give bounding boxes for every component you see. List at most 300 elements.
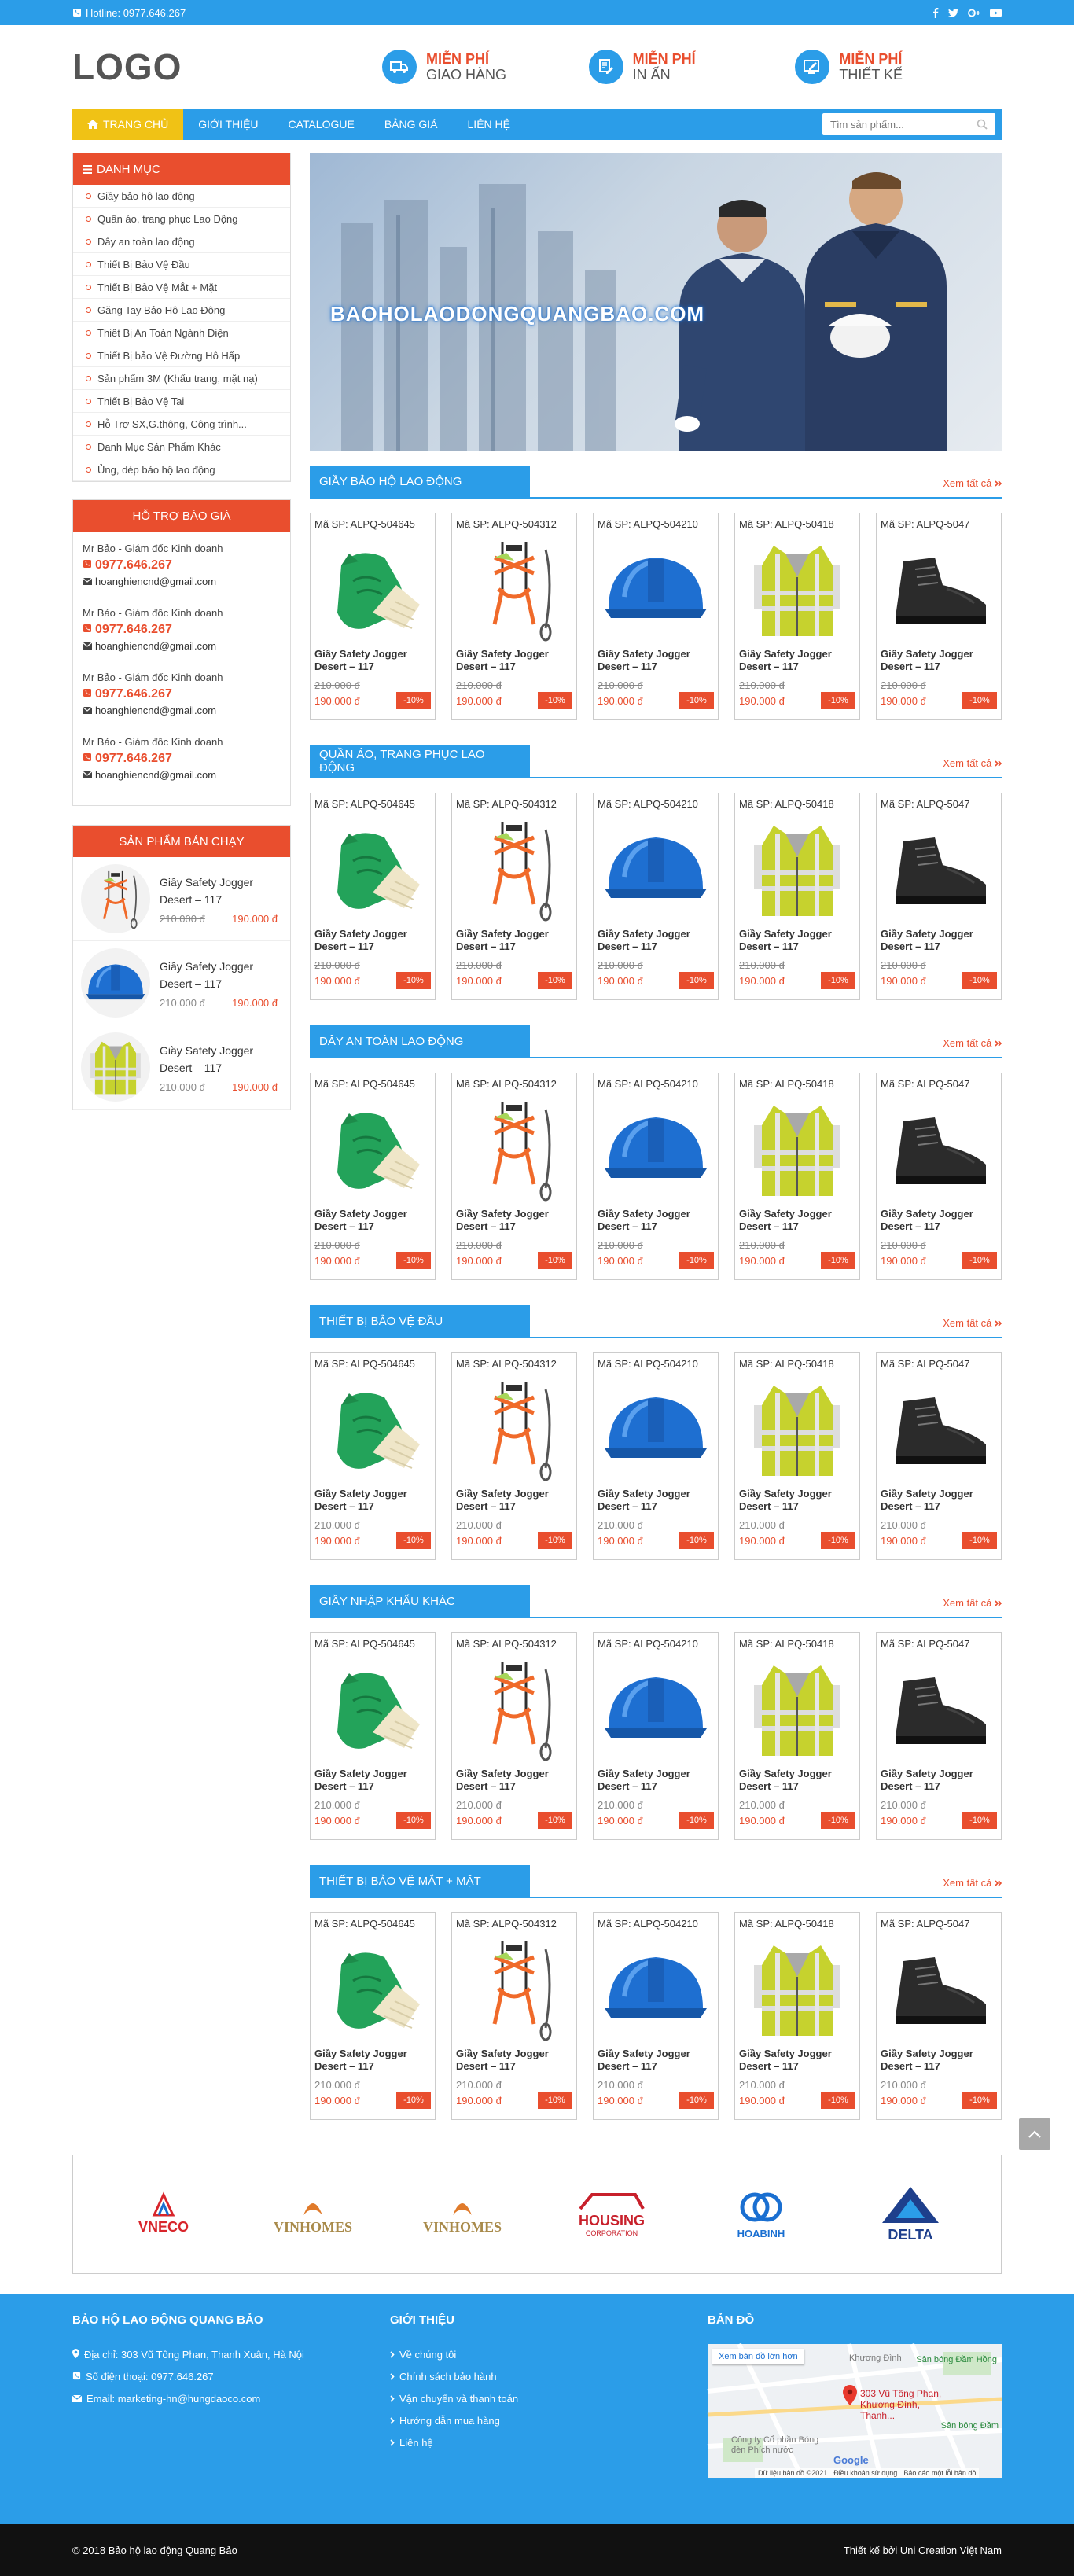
category-item[interactable] [73, 208, 290, 230]
product-image[interactable] [881, 1650, 997, 1768]
product-name[interactable]: Giầy Safety Jogger Desert – 117 [314, 1488, 407, 1512]
category-item[interactable] [73, 299, 290, 322]
new-price: 190.000 đ [314, 2095, 360, 2107]
product-name[interactable]: Giầy Safety Jogger Desert – 117 [314, 1208, 407, 1232]
partner-name: HOUSING [578, 2213, 645, 2228]
product-name[interactable]: Giầy Safety Jogger Desert – 117 [598, 2048, 690, 2072]
old-price: 210.000 đ [314, 2079, 360, 2091]
discount-badge: -10% [538, 2092, 572, 2109]
nav-label: BẢNG GIÁ [384, 118, 438, 131]
bullet-icon [86, 216, 91, 222]
discount-badge: -10% [962, 2092, 997, 2109]
twitter-icon[interactable] [948, 8, 958, 18]
facebook-icon[interactable] [932, 8, 939, 18]
product-card[interactable] [451, 513, 577, 720]
old-price: 210.000 đ [598, 1519, 643, 1531]
product-card[interactable] [734, 1632, 860, 1840]
section-title[interactable]: QUẦN ÁO, TRANG PHỤC LAO ĐỘNG [310, 745, 530, 777]
discount-badge: -10% [679, 1252, 714, 1269]
support-email[interactable] [83, 638, 281, 654]
product-code: Mã SP: ALPQ-504645 [314, 1358, 415, 1370]
chevron-right-icon [390, 2395, 395, 2402]
bullet-icon [86, 193, 91, 199]
view-all-label: Xem tất cả [943, 1037, 992, 1049]
product-image[interactable] [314, 1370, 431, 1488]
footer-link-label: Liên hệ [399, 2437, 433, 2449]
support-phone[interactable] [83, 750, 281, 767]
map-label: Sân bóng Đầm Hồng [916, 2355, 997, 2364]
map-embed[interactable] [708, 2344, 1002, 2478]
product-image[interactable] [739, 1370, 855, 1488]
top-bar [0, 0, 1074, 25]
product-image[interactable] [739, 530, 855, 648]
section-header [310, 1027, 1002, 1058]
product-card[interactable] [451, 1073, 577, 1280]
best-seller-header: SẢN PHẨM BÁN CHẠY [73, 826, 290, 857]
product-image[interactable] [881, 1370, 997, 1488]
old-price: 210.000 đ [598, 1799, 643, 1811]
product-name[interactable]: Giầy Safety Jogger Desert – 117 [314, 2048, 407, 2072]
product-card[interactable] [593, 513, 719, 720]
map-label: Khương Đình [849, 2353, 902, 2363]
product-image[interactable] [598, 530, 714, 648]
old-price: 210.000 đ [456, 2079, 502, 2091]
site-header [0, 25, 1074, 109]
youtube-icon[interactable] [990, 8, 1002, 18]
footer-phone-text: Số điện thoại: 0977.646.267 [86, 2371, 214, 2383]
product-name[interactable]: Giầy Safety Jogger Desert – 117 [456, 648, 549, 672]
discount-badge: -10% [962, 692, 997, 709]
product-card[interactable] [310, 1352, 436, 1560]
product-code: Mã SP: ALPQ-50418 [739, 1358, 834, 1370]
product-name[interactable]: Giầy Safety Jogger Desert – 117 [881, 928, 973, 952]
product-card[interactable] [593, 793, 719, 1000]
product-name[interactable]: Giầy Safety Jogger Desert – 117 [739, 2048, 832, 2072]
product-image[interactable] [739, 1090, 855, 1208]
partner-name: VINHOMES [422, 2219, 502, 2235]
product-name[interactable]: Giầy Safety Jogger Desert – 117 [160, 959, 254, 990]
discount-badge: -10% [679, 1812, 714, 1829]
new-price: 190.000 đ [456, 975, 502, 987]
product-code: Mã SP: ALPQ-5047 [881, 1918, 970, 1930]
view-all-link[interactable] [943, 1037, 1002, 1049]
category-label: Danh Mục Sản Phẩm Khác [97, 440, 221, 453]
discount-badge: -10% [821, 1252, 855, 1269]
section-title[interactable]: THIẾT BỊ BẢO VỆ MẮT + MẶT [310, 1865, 530, 1897]
partner-logo[interactable] [702, 2179, 820, 2250]
feature-free-delivery [382, 50, 589, 84]
hotline[interactable] [72, 7, 186, 19]
map-terms-link[interactable]: Điều khoản sử dụng [833, 2469, 898, 2477]
double-chevron-right-icon [995, 1320, 1002, 1327]
product-name[interactable]: Giầy Safety Jogger Desert – 117 [881, 648, 973, 672]
partner-logo[interactable] [254, 2179, 372, 2250]
category-label: Găng Tay Bảo Hộ Lao Động [97, 304, 226, 316]
old-price: 210.000 đ [881, 959, 926, 971]
product-section [310, 1867, 1002, 2120]
category-item[interactable] [73, 458, 290, 481]
new-price: 190.000 đ [881, 1535, 926, 1547]
partner-logo[interactable] [553, 2179, 671, 2250]
discount-badge: -10% [538, 692, 572, 709]
search-icon[interactable] [977, 119, 988, 130]
category-item[interactable] [73, 390, 290, 413]
google-plus-icon[interactable] [968, 8, 980, 18]
product-image[interactable] [881, 1930, 997, 2048]
product-code: Mã SP: ALPQ-5047 [881, 518, 970, 530]
footer-email [72, 2388, 390, 2410]
print-icon [589, 50, 623, 84]
product-code: Mã SP: ALPQ-504210 [598, 518, 698, 530]
support-email[interactable] [83, 703, 281, 719]
section-title[interactable]: DÂY AN TOÀN LAO ĐỘNG [310, 1025, 530, 1057]
product-name[interactable]: Giầy Safety Jogger Desert – 117 [739, 928, 832, 952]
discount-badge: -10% [821, 692, 855, 709]
double-chevron-right-icon [995, 1040, 1002, 1047]
view-all-link[interactable] [943, 1317, 1002, 1329]
product-code: Mã SP: ALPQ-504312 [456, 1918, 557, 1930]
product-image[interactable] [314, 810, 431, 928]
product-name[interactable]: Giầy Safety Jogger Desert – 117 [598, 928, 690, 952]
product-card[interactable] [734, 1352, 860, 1560]
new-price: 190.000 đ [314, 975, 360, 987]
product-code: Mã SP: ALPQ-504210 [598, 1918, 698, 1930]
product-code: Mã SP: ALPQ-50418 [739, 1918, 834, 1930]
footer-address [72, 2344, 390, 2366]
support-phone-text: 0977.646.267 [95, 558, 172, 572]
product-card[interactable] [876, 1632, 1002, 1840]
product-code: Mã SP: ALPQ-504210 [598, 1078, 698, 1090]
old-price: 210.000 đ [881, 679, 926, 691]
new-price: 190.000 đ [456, 1535, 502, 1547]
support-phone[interactable] [83, 621, 281, 638]
nav-item-about[interactable] [183, 109, 273, 140]
product-image[interactable] [598, 1930, 714, 2048]
product-card[interactable] [876, 793, 1002, 1000]
product-name[interactable]: Giầy Safety Jogger Desert – 117 [314, 648, 407, 672]
partner-name: VINHOMES [273, 2219, 352, 2235]
product-card[interactable] [876, 513, 1002, 720]
phone-icon [72, 2372, 81, 2380]
view-all-link[interactable] [943, 1877, 1002, 1889]
main-content [310, 153, 1002, 2147]
product-card[interactable] [451, 1912, 577, 2120]
product-section [310, 747, 1002, 1000]
chevron-right-icon [390, 2351, 395, 2358]
product-name[interactable]: Giầy Safety Jogger Desert – 117 [598, 1208, 690, 1232]
product-image[interactable] [456, 1090, 572, 1208]
product-code: Mã SP: ALPQ-50418 [739, 798, 834, 810]
product-name[interactable]: Giầy Safety Jogger Desert – 117 [456, 1488, 549, 1512]
product-image[interactable] [456, 1650, 572, 1768]
nav-label: LIÊN HỆ [467, 118, 510, 131]
product-card[interactable] [734, 1912, 860, 2120]
section-title[interactable]: GIẦY NHẬP KHẨU KHÁC [310, 1585, 530, 1617]
product-card[interactable] [593, 1352, 719, 1560]
discount-badge: -10% [396, 1812, 431, 1829]
product-card[interactable] [593, 1073, 719, 1280]
map-report-link[interactable]: Báo cáo một lỗi bản đồ [903, 2469, 977, 2477]
product-image[interactable] [456, 1370, 572, 1488]
category-label: Thiết Bị Bảo Vệ Đầu [97, 258, 190, 270]
view-all-link[interactable] [943, 477, 1002, 489]
support-box [72, 499, 291, 806]
partner-logo[interactable] [403, 2179, 521, 2250]
partner-logo[interactable] [105, 2179, 223, 2250]
support-header: HỖ TRỢ BÁO GIÁ [73, 500, 290, 532]
product-name[interactable]: Giầy Safety Jogger Desert – 117 [598, 1768, 690, 1792]
product-image[interactable] [881, 810, 997, 928]
map-larger-button[interactable]: Xem bản đồ lớn hơn [712, 2349, 804, 2364]
support-name: Mr Bảo - Giám đốc Kinh doanh [83, 607, 223, 619]
support-email-text: hoanghiencnd@gmail.com [95, 705, 217, 716]
product-name[interactable]: Giầy Safety Jogger Desert – 117 [739, 1208, 832, 1232]
product-image[interactable] [739, 810, 855, 928]
product-image[interactable] [314, 1090, 431, 1208]
product-name[interactable]: Giầy Safety Jogger Desert – 117 [739, 1768, 832, 1792]
product-card[interactable] [310, 513, 436, 720]
product-card[interactable] [593, 1632, 719, 1840]
product-name[interactable]: Giầy Safety Jogger Desert – 117 [456, 1768, 549, 1792]
product-section [310, 1027, 1002, 1280]
feature-title: MIỄN PHÍ [426, 51, 490, 67]
category-item[interactable] [73, 185, 290, 208]
product-image[interactable] [456, 1930, 572, 2048]
search-input[interactable] [830, 119, 964, 131]
product-image[interactable] [314, 1930, 431, 2048]
phone-icon [83, 559, 92, 569]
footer-link[interactable] [390, 2366, 708, 2388]
product-name[interactable]: Giầy Safety Jogger Desert – 117 [881, 2048, 973, 2072]
banner-text: BAOHOLAODONGQUANGBAO.COM [330, 302, 705, 326]
bullet-icon [86, 307, 91, 313]
nav-item-catalogue[interactable] [274, 109, 370, 140]
discount-badge: -10% [679, 972, 714, 989]
footer-link-label: Chính sách bảo hành [399, 2371, 497, 2383]
footer-about-title: GIỚI THIỆU [390, 2313, 454, 2327]
product-grid [310, 513, 1002, 720]
product-image[interactable] [314, 530, 431, 648]
feature-free-design [795, 50, 1002, 84]
chevron-right-icon [390, 2439, 395, 2446]
discount-badge: -10% [396, 972, 431, 989]
back-to-top-button[interactable] [1019, 2118, 1050, 2150]
product-card[interactable] [451, 793, 577, 1000]
category-box [72, 153, 291, 482]
hotline-text: Hotline: 0977.646.267 [86, 6, 186, 19]
product-card[interactable] [310, 1912, 436, 2120]
logo[interactable]: LOGO [72, 46, 182, 87]
product-image[interactable] [456, 530, 572, 648]
product-code: Mã SP: ALPQ-50418 [739, 518, 834, 530]
support-list [73, 532, 290, 805]
product-image[interactable] [598, 1650, 714, 1768]
phone-icon [83, 624, 92, 633]
product-card[interactable] [876, 1352, 1002, 1560]
footer-about [390, 2313, 708, 2478]
old-price: 210.000 đ [881, 1799, 926, 1811]
old-price: 210.000 đ [598, 1239, 643, 1251]
best-seller-item[interactable] [73, 941, 290, 1025]
product-card[interactable] [451, 1352, 577, 1560]
category-item[interactable] [73, 230, 290, 253]
product-image[interactable] [81, 864, 150, 933]
product-name[interactable]: Giầy Safety Jogger Desert – 117 [881, 1488, 973, 1512]
category-item[interactable] [73, 322, 290, 344]
product-card[interactable] [876, 1073, 1002, 1280]
product-image[interactable] [598, 1090, 714, 1208]
category-item[interactable] [73, 413, 290, 436]
nav-label: TRANG CHỦ [103, 118, 169, 131]
product-card[interactable] [734, 793, 860, 1000]
product-image[interactable] [881, 1090, 997, 1208]
main-nav [72, 109, 1002, 140]
product-card[interactable] [876, 1912, 1002, 2120]
old-price: 210.000 đ [598, 679, 643, 691]
best-seller-item[interactable] [73, 1025, 290, 1110]
footer-link-label: Vận chuyển và thanh toán [399, 2393, 519, 2405]
best-seller-box [72, 825, 291, 1110]
product-card[interactable] [451, 1632, 577, 1840]
discount-badge: -10% [962, 1252, 997, 1269]
category-label: Ủng, dép bảo hộ lao động [97, 463, 215, 476]
product-card[interactable] [310, 1632, 436, 1840]
category-item[interactable] [73, 436, 290, 458]
old-price: 210.000 đ [160, 1080, 205, 1093]
product-card[interactable] [734, 1073, 860, 1280]
nav-label: CATALOGUE [288, 118, 355, 131]
product-image[interactable] [598, 810, 714, 928]
old-price: 210.000 đ [314, 1799, 360, 1811]
bullet-icon [86, 285, 91, 290]
product-image[interactable] [739, 1650, 855, 1768]
category-label: Hỗ Trợ SX,G.thông, Công trình... [97, 418, 247, 430]
product-code: Mã SP: ALPQ-504312 [456, 1638, 557, 1650]
map-label: Sân bóng Đầm [940, 2421, 999, 2431]
category-item[interactable] [73, 367, 290, 390]
view-all-link[interactable] [943, 1597, 1002, 1609]
old-price: 210.000 đ [598, 959, 643, 971]
product-code: Mã SP: ALPQ-504312 [456, 798, 557, 810]
category-label: Giầy bảo hộ lao động [97, 190, 195, 202]
old-price: 210.000 đ [314, 1239, 360, 1251]
nav-item-pricing[interactable] [370, 109, 453, 140]
view-all-link[interactable] [943, 757, 1002, 769]
section-title[interactable]: THIẾT BỊ BẢO VỆ ĐẦU [310, 1305, 530, 1337]
feature-subtitle: THIẾT KẾ [839, 67, 903, 83]
feature-title: MIỄN PHÍ [632, 51, 696, 67]
new-price: 190.000 đ [739, 695, 785, 707]
product-name[interactable]: Giầy Safety Jogger Desert – 117 [598, 1488, 690, 1512]
new-price: 190.000 đ [456, 1815, 502, 1827]
footer-link[interactable] [390, 2410, 708, 2432]
product-code: Mã SP: ALPQ-5047 [881, 798, 970, 810]
footer-links [390, 2344, 708, 2454]
old-price: 210.000 đ [456, 959, 502, 971]
product-card[interactable] [593, 1912, 719, 2120]
product-grid [310, 1352, 1002, 1560]
product-name[interactable]: Giầy Safety Jogger Desert – 117 [456, 928, 549, 952]
envelope-icon [83, 707, 92, 714]
product-grid [310, 1912, 1002, 2120]
support-contact [83, 605, 281, 654]
product-image[interactable] [81, 1032, 150, 1102]
category-item[interactable] [73, 344, 290, 367]
product-name[interactable]: Giầy Safety Jogger Desert – 117 [598, 648, 690, 672]
product-image[interactable] [314, 1650, 431, 1768]
best-seller-item[interactable] [73, 857, 290, 941]
view-all-label: Xem tất cả [943, 1597, 992, 1609]
product-code: Mã SP: ALPQ-504645 [314, 518, 415, 530]
product-code: Mã SP: ALPQ-504645 [314, 798, 415, 810]
view-all-label: Xem tất cả [943, 477, 992, 489]
feature-free-print [589, 50, 796, 84]
map-pin-icon [843, 2385, 857, 2405]
nav-label: GIỚI THIỆU [198, 118, 259, 131]
search-box [822, 113, 995, 135]
footer-link[interactable] [390, 2432, 708, 2454]
product-image[interactable] [739, 1930, 855, 2048]
new-price: 190.000 đ [598, 1535, 643, 1547]
product-image[interactable] [881, 530, 997, 648]
product-name[interactable]: Giầy Safety Jogger Desert – 117 [160, 875, 254, 906]
product-card[interactable] [734, 513, 860, 720]
new-price: 190.000 đ [314, 1815, 360, 1827]
footer-company [72, 2313, 390, 2478]
support-email-text: hoanghiencnd@gmail.com [95, 769, 217, 781]
support-email[interactable] [83, 767, 281, 783]
nav-item-contact[interactable] [453, 109, 525, 140]
support-phone-text: 0977.646.267 [95, 752, 172, 765]
product-name[interactable]: Giầy Safety Jogger Desert – 117 [739, 1488, 832, 1512]
product-name[interactable]: Giầy Safety Jogger Desert – 117 [881, 1208, 973, 1232]
product-image[interactable] [456, 810, 572, 928]
product-name[interactable]: Giầy Safety Jogger Desert – 117 [456, 1208, 549, 1232]
bullet-icon [86, 421, 91, 427]
product-name[interactable]: Giầy Safety Jogger Desert – 117 [314, 928, 407, 952]
product-image[interactable] [598, 1370, 714, 1488]
category-item[interactable] [73, 253, 290, 276]
section-title[interactable]: GIẦY BẢO HỘ LAO ĐỘNG [310, 466, 530, 497]
footer-link[interactable] [390, 2388, 708, 2410]
support-phone[interactable] [83, 557, 281, 574]
partner-logo[interactable] [851, 2179, 969, 2250]
product-name[interactable]: Giầy Safety Jogger Desert – 117 [739, 648, 832, 672]
hero-banner[interactable] [310, 153, 1002, 451]
product-card[interactable] [310, 1073, 436, 1280]
product-card[interactable] [310, 793, 436, 1000]
support-phone-text: 0977.646.267 [95, 623, 172, 636]
bullet-icon [86, 330, 91, 336]
footer-link[interactable] [390, 2344, 708, 2366]
support-email[interactable] [83, 574, 281, 590]
new-price: 190.000 đ [232, 1080, 278, 1093]
product-name[interactable]: Giầy Safety Jogger Desert – 117 [314, 1768, 407, 1792]
product-code: Mã SP: ALPQ-5047 [881, 1358, 970, 1370]
nav-item-home[interactable] [72, 109, 183, 140]
category-label: Thiết Bị An Toàn Ngành Điện [97, 326, 229, 339]
product-image[interactable] [81, 948, 150, 1018]
discount-badge: -10% [821, 2092, 855, 2109]
social-links [932, 8, 1002, 18]
category-item[interactable] [73, 276, 290, 299]
map-attribution [755, 2468, 979, 2478]
product-name[interactable]: Giầy Safety Jogger Desert – 117 [881, 1768, 973, 1792]
product-name[interactable]: Giầy Safety Jogger Desert – 117 [456, 2048, 549, 2072]
old-price: 210.000 đ [739, 959, 785, 971]
support-phone[interactable] [83, 686, 281, 703]
product-name[interactable]: Giầy Safety Jogger Desert – 117 [160, 1043, 254, 1074]
